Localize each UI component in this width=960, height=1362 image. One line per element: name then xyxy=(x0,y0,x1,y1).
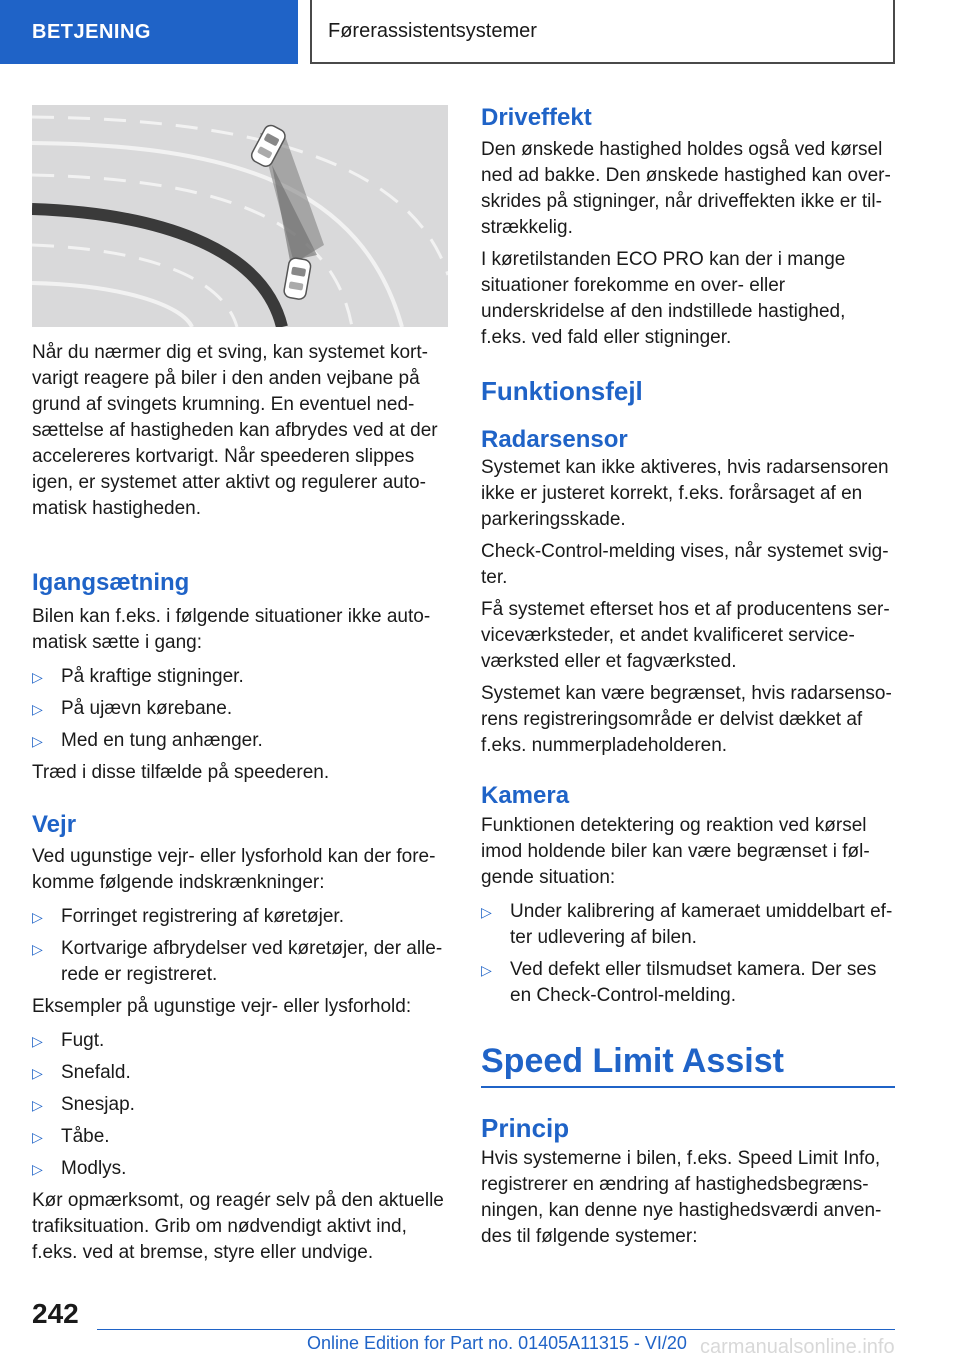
list-item: ▷ Ved defekt eller tilsmudset kamera. Der ses en Check-Control-melding. xyxy=(481,959,877,1006)
princip-section xyxy=(481,1112,895,1250)
list-item: ▷ På ujævn kørebane. xyxy=(32,696,448,722)
bullet-triangle-icon: ▷ xyxy=(32,1129,43,1145)
radar-paragraph-1: Systemet kan ikke aktiveres, hvis radarsensoren ikke er justeret korrekt, f.eks. forårsaget af en parkeringsskade. xyxy=(481,457,889,530)
igang-after-paragraph: Træd i disse tilfælde på speederen. xyxy=(32,762,330,783)
heading-princip: Princip xyxy=(481,1113,570,1143)
kamera-paragraph: Funktionen detektering og reaktion ved kørsel imod holdende biler kan være begrænset i følgende situation: xyxy=(481,815,870,888)
bullet-triangle-icon: ▷ xyxy=(32,669,43,685)
heading-kamera: Kamera xyxy=(481,782,570,809)
list-item: ▷ Kortvarige afbrydelser ved køretøjer, der allerede er registreret. xyxy=(32,938,443,985)
bullet-triangle-icon: ▷ xyxy=(32,701,43,717)
bullet-triangle-icon: ▷ xyxy=(481,962,492,978)
list-item: ▷ På kraftige stigninger. xyxy=(32,664,448,690)
list-item: ▷ Med en tung anhænger. xyxy=(32,728,448,754)
footer-rule xyxy=(97,1329,895,1330)
bullet-triangle-icon: ▷ xyxy=(481,904,492,920)
chapter-title: Førerassistentsystemer xyxy=(328,19,537,42)
intro-paragraph: Når du nærmer dig et sving, kan systemet kortvarigt reagere på biler i den anden vejbane på grund af svingets krumning. En eventuel nedsættelse af hastigheden kan afbrydes ved at der accelereres kortvarigt. Når speederen slippes igen, er systemet atter aktivt og regulerer automatisk hastigheden. xyxy=(32,342,438,519)
list-item: ▷ Snefald. xyxy=(32,1060,448,1086)
section-title: BETJENING xyxy=(32,20,151,43)
list-item: ▷ Under kalibrering af kameraet umiddelbart efter udlevering af bilen. xyxy=(481,901,893,948)
drive-paragraph-2: I køretilstanden ECO PRO kan der i mange situationer forekomme en over- eller underskridelse af den indstillede hastighed, f.eks. ved fald eller stigninger. xyxy=(481,249,846,348)
chapter-tab xyxy=(310,0,895,64)
list-item: ▷ Fugt. xyxy=(32,1028,448,1054)
list-item: ▷ Modlys. xyxy=(32,1156,448,1182)
bullet-triangle-icon: ▷ xyxy=(32,909,43,925)
curve-illustration xyxy=(32,105,448,327)
list-item: ▷ Snesjap. xyxy=(32,1092,448,1118)
eks-paragraph: Eksempler på ugunstige vejr- eller lysforhold: xyxy=(32,996,412,1017)
closing-paragraph: Kør opmærksomt, og reagér selv på den aktuelle trafiksituation. Grib om nødvendigt aktivt ind, f.eks. ved at bremse, styre eller undvige. xyxy=(32,1190,444,1263)
vejr-paragraph: Ved ugunstige vejr- eller lysforhold kan der forekomme følgende indskrænkninger: xyxy=(32,846,436,893)
heading-radarsensor: Radarsensor xyxy=(481,426,628,453)
list-item: ▷ Forringet registrering af køretøjer. xyxy=(32,904,448,930)
heading-speed-limit-assist: Speed Limit Assist xyxy=(481,1042,784,1080)
vejr-list xyxy=(32,904,448,988)
bullet-triangle-icon: ▷ xyxy=(32,1161,43,1177)
radar-paragraph-2: Check-Control-melding vises, når systemet svigter. xyxy=(481,541,889,588)
radar-paragraph-4: Systemet kan være begrænset, hvis radarsensorens registreringsområde er delvist dækket af f.eks. nummerpladeholderen. xyxy=(481,683,892,756)
section-tab xyxy=(0,0,298,64)
heading-igangsaetning: Igangsætning xyxy=(32,569,190,596)
heading-funktionsfejl: Funktionsfejl xyxy=(481,376,643,406)
igang-list xyxy=(32,664,448,754)
heading-vejr: Vejr xyxy=(32,811,77,838)
bullet-triangle-icon: ▷ xyxy=(32,1065,43,1081)
section-rule xyxy=(481,1086,895,1088)
list-item: ▷ Tåbe. xyxy=(32,1124,448,1150)
road-curve-graphic xyxy=(32,105,448,327)
right-column xyxy=(481,103,895,1081)
edition-text: Online Edition for Part no. 01405A11315 - VI/20 xyxy=(307,1333,687,1353)
bullet-triangle-icon: ▷ xyxy=(32,1033,43,1049)
page-number: 242 xyxy=(32,1298,79,1329)
princip-paragraph: Hvis systemerne i bilen, f.eks. Speed Limit Info, registrerer en ændring af hastighedsbegrænsningen, kan denne nye hastighedsværdi anvendes til følgende systemer: xyxy=(481,1148,882,1247)
eks-list xyxy=(32,1028,448,1182)
igang-paragraph: Bilen kan f.eks. i følgende situationer ikke automatisk sætte i gang: xyxy=(32,606,431,653)
kamera-list xyxy=(481,899,895,1009)
bullet-triangle-icon: ▷ xyxy=(32,733,43,749)
watermark: carmanualsonline.info xyxy=(700,1336,895,1358)
drive-paragraph-1: Den ønskede hastighed holdes også ved kørsel ned ad bakke. Den ønskede hastighed kan overskrides på stigninger, når driveffekten ikke er tilstrækkelig. xyxy=(481,139,891,238)
heading-driveffekt: Driveffekt xyxy=(481,104,592,131)
left-column xyxy=(32,340,448,1266)
bullet-triangle-icon: ▷ xyxy=(32,1097,43,1113)
bullet-triangle-icon: ▷ xyxy=(32,941,43,957)
radar-paragraph-3: Få systemet efterset hos et af producentens serviceværksteder, et andet kvalificeret serviceværksted eller et fagværksted. xyxy=(481,599,890,672)
